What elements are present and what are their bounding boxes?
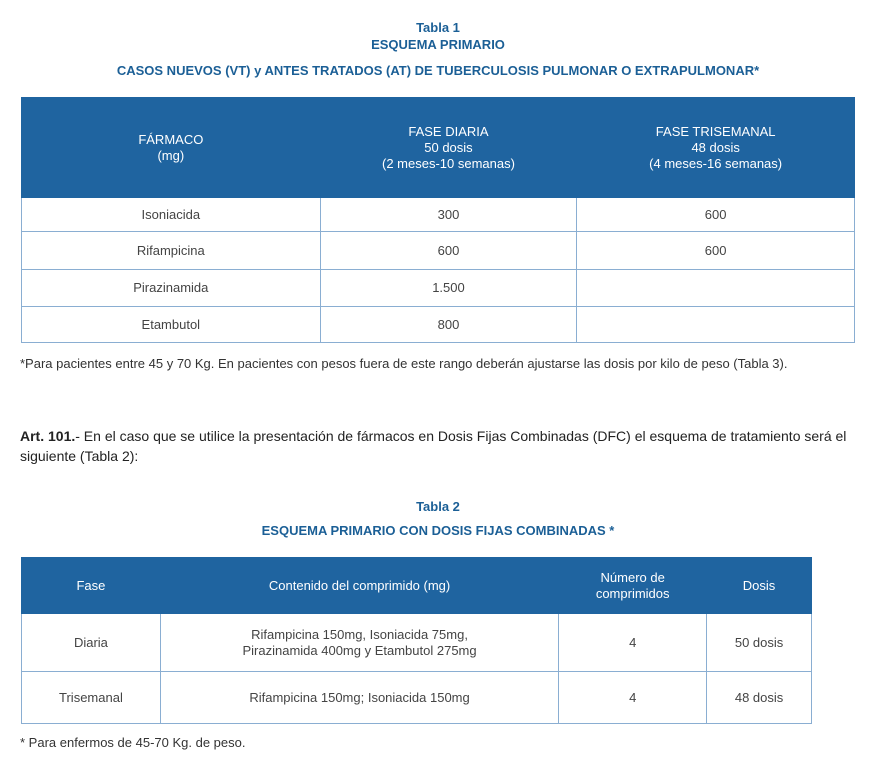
content-line: Rifampicina 150mg, Isoniacida 75mg, bbox=[251, 626, 468, 642]
daily-cell: 600 bbox=[320, 232, 577, 270]
table-row bbox=[22, 232, 855, 270]
header-line: (2 meses-10 semanas) bbox=[381, 155, 515, 171]
table-row bbox=[22, 307, 855, 343]
header-line: FÁRMACO bbox=[138, 131, 204, 147]
header-line: Número de bbox=[600, 569, 665, 585]
header-line: (4 meses-16 semanas) bbox=[649, 155, 783, 171]
table2-header-phase: Fase bbox=[22, 558, 161, 614]
doses-cell: 50 dosis bbox=[707, 614, 812, 672]
table2-footnote: * Para enfermos de 45-70 Kg. de peso. bbox=[20, 735, 246, 750]
content-cell bbox=[160, 614, 558, 672]
table1-subtitle: CASOS NUEVOS (VT) y ANTES TRATADOS (AT) DE TUBERCULOSIS PULMONAR O EXTRAPULMONAR* bbox=[116, 63, 760, 78]
table1-header-row bbox=[22, 98, 855, 198]
content-line: Rifampicina 150mg; Isoniacida 150mg bbox=[249, 689, 470, 705]
table2-header-count bbox=[559, 558, 707, 614]
header-line: FASE TRISEMANAL bbox=[655, 123, 776, 139]
article-label: Art. 101. bbox=[20, 428, 76, 444]
table1-footnote: *Para pacientes entre 45 y 70 Kg. En pacientes con pesos fuera de este rango deberán ajustarse las dosis por kilo de peso (Tabla 3). bbox=[20, 356, 788, 371]
drug-cell: Pirazinamida bbox=[22, 270, 321, 307]
header-line: comprimidos bbox=[595, 585, 670, 601]
header-line: (mg) bbox=[157, 147, 185, 163]
header-line: 48 dosis bbox=[691, 139, 740, 155]
table2-header-doses: Dosis bbox=[707, 558, 812, 614]
daily-cell: 300 bbox=[320, 198, 577, 232]
table1-title: ESQUEMA PRIMARIO bbox=[371, 37, 505, 52]
daily-cell: 1.500 bbox=[320, 270, 577, 307]
daily-cell: 800 bbox=[320, 307, 577, 343]
table1-header-drug bbox=[22, 98, 321, 198]
trisemanal-cell: 600 bbox=[577, 232, 855, 270]
count-cell: 4 bbox=[559, 672, 707, 724]
drug-cell: Isoniacida bbox=[22, 198, 321, 232]
article-paragraph bbox=[20, 426, 860, 466]
table2-header-row bbox=[22, 558, 812, 614]
table-row bbox=[22, 614, 812, 672]
doses-cell: 48 dosis bbox=[707, 672, 812, 724]
header-line: 50 dosis bbox=[424, 139, 473, 155]
phase-cell: Trisemanal bbox=[22, 672, 161, 724]
phase-cell: Diaria bbox=[22, 614, 161, 672]
table1 bbox=[21, 97, 855, 343]
drug-cell: Rifampicina bbox=[22, 232, 321, 270]
table-row bbox=[22, 198, 855, 232]
table2 bbox=[21, 557, 812, 724]
table2-header-content: Contenido del comprimido (mg) bbox=[160, 558, 558, 614]
header-line: FASE DIARIA bbox=[408, 123, 489, 139]
table1-header-daily bbox=[320, 98, 577, 198]
trisemanal-cell bbox=[577, 270, 855, 307]
table2-title: ESQUEMA PRIMARIO CON DOSIS FIJAS COMBINADAS * bbox=[261, 523, 615, 538]
trisemanal-cell: 600 bbox=[577, 198, 855, 232]
table-row bbox=[22, 270, 855, 307]
article-text: - En el caso que se utilice la presentación de fármacos en Dosis Fijas Combinadas (DFC) el esquema de tratamiento será el siguiente (Tabla 2): bbox=[20, 428, 847, 464]
table-row bbox=[22, 672, 812, 724]
trisemanal-cell bbox=[577, 307, 855, 343]
table1-label: Tabla 1 bbox=[416, 20, 460, 35]
count-cell: 4 bbox=[559, 614, 707, 672]
drug-cell: Etambutol bbox=[22, 307, 321, 343]
table1-header-trisemanal bbox=[577, 98, 855, 198]
content-cell bbox=[160, 672, 558, 724]
content-line: Pirazinamida 400mg y Etambutol 275mg bbox=[242, 642, 477, 658]
table2-label: Tabla 2 bbox=[416, 499, 460, 514]
